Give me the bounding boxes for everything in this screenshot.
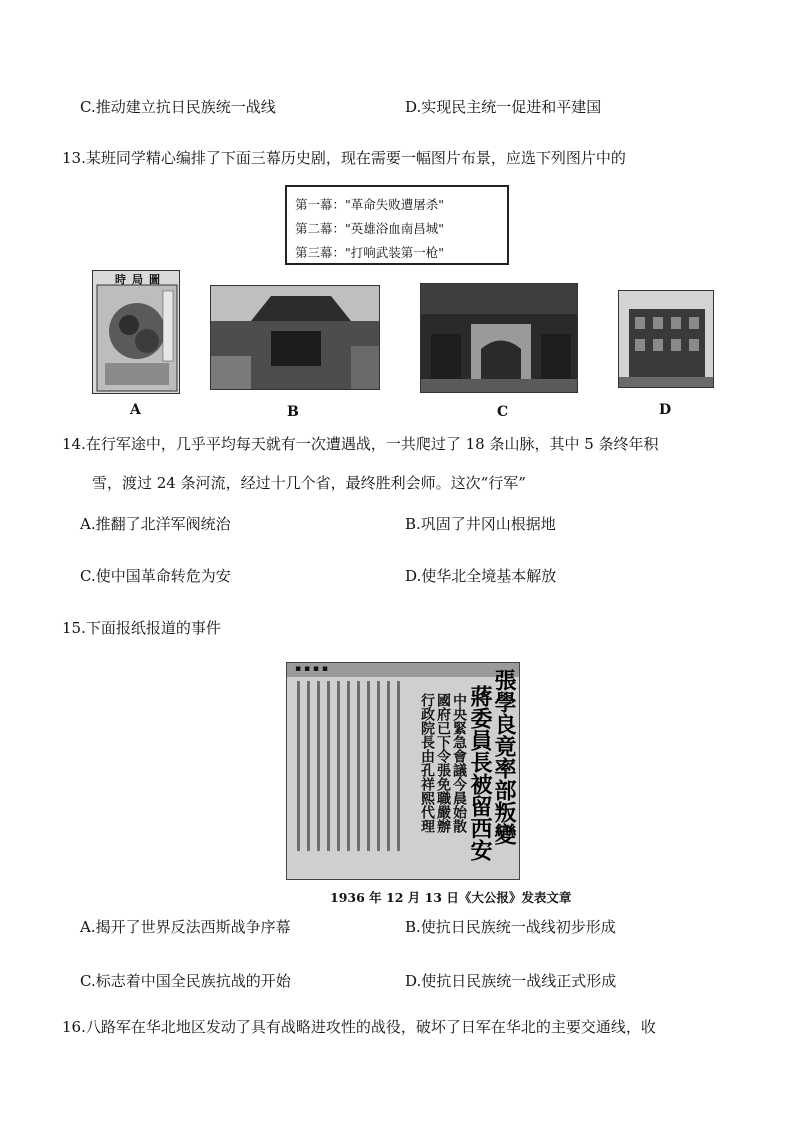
building-b-illustration <box>211 286 380 390</box>
q13-image-a <box>92 270 180 394</box>
q14-stem-line2: 雪，渡过 24 条河流，经过十几个省，最终胜利会师。这次“行军” <box>92 474 526 492</box>
q15-option-d: D.使抗日民族统一战线正式形成 <box>405 972 617 990</box>
subheadline-2: 國府已下令張免職嚴辦 <box>435 693 451 833</box>
headline-1: 張學良竟率部叛變 <box>491 669 517 845</box>
q13-act-3: 第三幕："打响武装第一枪" <box>295 245 444 260</box>
q14-option-b: B.巩固了井冈山根据地 <box>405 515 556 533</box>
q15-stem: 15.下面报纸报道的事件 <box>62 619 221 637</box>
q12-option-d: D.实现民主统一促进和平建国 <box>405 98 602 116</box>
q13-label-a: A <box>130 402 141 418</box>
q13-acts-box <box>285 185 509 265</box>
q13-image-b <box>210 285 380 390</box>
q15-option-a: A.揭开了世界反法西斯战争序幕 <box>80 918 291 936</box>
q15-option-c: C.标志着中国全民族抗战的开始 <box>80 972 291 990</box>
q15-option-b: B.使抗日民族统一战线初步形成 <box>405 918 616 936</box>
q13-label-b: B <box>287 404 299 420</box>
q13-label-c: C <box>497 404 509 420</box>
q16-stem: 16.八路军在华北地区发动了具有战略进攻性的战役，破坏了日军在华北的主要交通线，收 <box>62 1018 656 1036</box>
q13-image-d <box>618 290 714 388</box>
subheadline-1: 中央緊急會議今晨始散 <box>451 693 467 833</box>
q12-option-c: C.推动建立抗日民族统一战线 <box>80 98 276 116</box>
headline-2: 蔣委員長被留西安 <box>467 685 493 861</box>
newspaper-text-columns <box>293 681 413 861</box>
building-d-illustration <box>619 291 714 388</box>
gate-c-illustration <box>421 284 578 393</box>
q14-option-d: D.使华北全境基本解放 <box>405 567 557 585</box>
q14-stem-line1: 14.在行军途中，几乎平均每天就有一次遭遇战，一共爬过了 18 条山脉，其中 5 条终年积 <box>62 435 659 453</box>
poster-illustration <box>93 271 180 394</box>
q13-image-c <box>420 283 578 393</box>
subheadline-3: 行政院長由孔祥熙代理 <box>419 693 435 833</box>
q13-label-d: D <box>659 402 672 418</box>
poster-title: 時局圖 <box>115 273 166 286</box>
q13-stem: 13.某班同学精心编排了下面三幕历史剧，现在需要一幅图片布景，应选下列图片中的 <box>62 149 626 167</box>
q13-act-2: 第二幕："英雄浴血南昌城" <box>295 221 444 236</box>
q14-option-c: C.使中国革命转危为安 <box>80 567 231 585</box>
q15-newspaper-image <box>286 662 520 880</box>
q15-image-caption: 1936 年 12 月 13 日《大公报》发表文章 <box>330 890 572 905</box>
newspaper-masthead: ▪ ▪ ▪ ▪ <box>287 663 519 677</box>
q14-option-a: A.推翻了北洋军阀统治 <box>80 515 231 533</box>
q13-act-1: 第一幕："革命失败遭屠杀" <box>295 197 444 212</box>
